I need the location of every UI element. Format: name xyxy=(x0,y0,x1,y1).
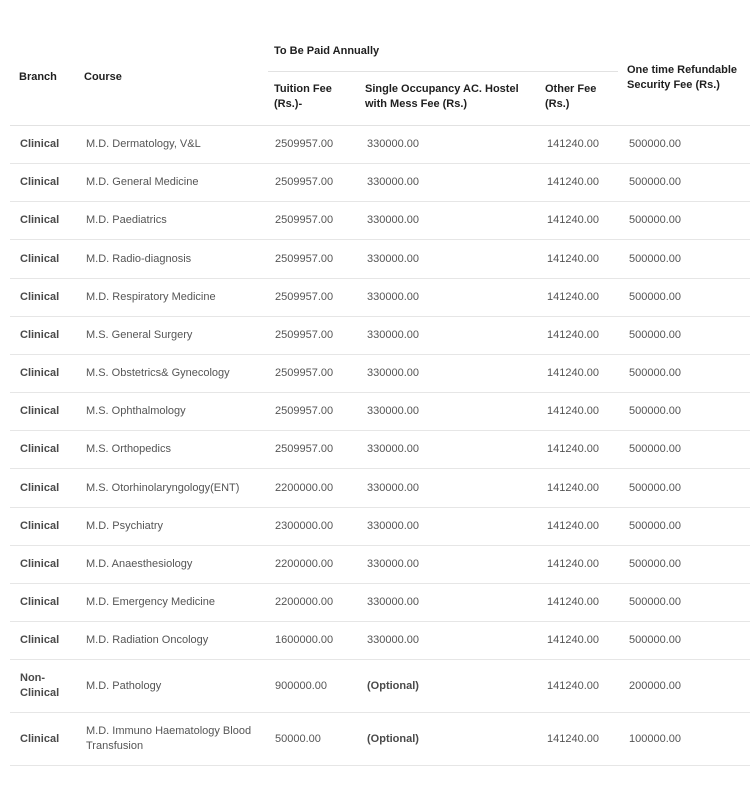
course-cell: M.D. Radiation Oncology xyxy=(86,634,209,646)
hostel-fee-cell: 330000.00 xyxy=(367,252,419,265)
table-row xyxy=(10,202,750,240)
table-row xyxy=(10,469,750,508)
security-fee-cell: 500000.00 xyxy=(629,138,681,150)
hostel-fee-cell: 330000.00 xyxy=(367,214,419,226)
hostel-fee-cell: 330000.00 xyxy=(367,176,419,188)
security-fee-cell: 200000.00 xyxy=(629,679,681,692)
table-row xyxy=(10,355,750,393)
other-fee-cell: 141240.00 xyxy=(547,596,599,608)
hostel-fee-cell: 330000.00 xyxy=(367,405,419,417)
branch-cell: Clinical xyxy=(20,367,60,379)
security-fee-cell: 500000.00 xyxy=(629,443,681,455)
branch-cell: Clinical xyxy=(20,252,60,265)
branch-cell: Clinical xyxy=(20,329,60,341)
other-fee-cell: 141240.00 xyxy=(547,481,599,494)
security-fee-cell: 100000.00 xyxy=(629,732,681,745)
table-row xyxy=(10,584,750,622)
branch-cell: Clinical xyxy=(20,405,60,417)
tuition-fee-cell: 2509957.00 xyxy=(275,252,334,265)
branch-cell: Clinical xyxy=(20,634,60,646)
header-hostel: Single Occupancy AC. Hostel with Mess Fee (Rs.) xyxy=(365,83,519,110)
course-cell: M.D. Paediatrics xyxy=(86,214,167,226)
hostel-fee-cell: 330000.00 xyxy=(367,634,419,646)
tuition-fee-cell: 2509957.00 xyxy=(275,138,334,150)
other-fee-cell: 141240.00 xyxy=(547,634,599,646)
hostel-fee-cell: (Optional) xyxy=(367,679,419,692)
tuition-fee-cell: 2509957.00 xyxy=(275,405,334,417)
table-row xyxy=(10,279,750,317)
tuition-fee-cell: 2300000.00 xyxy=(275,520,334,532)
header-course: Course xyxy=(84,71,122,83)
hostel-fee-cell: 330000.00 xyxy=(367,558,419,570)
other-fee-cell: 141240.00 xyxy=(547,443,599,455)
hostel-fee-cell: 330000.00 xyxy=(367,481,419,494)
hostel-fee-cell: (Optional) xyxy=(367,732,419,745)
branch-cell: Clinical xyxy=(20,138,60,150)
security-fee-cell: 500000.00 xyxy=(629,367,681,379)
security-fee-cell: 500000.00 xyxy=(629,176,681,188)
hostel-fee-cell: 330000.00 xyxy=(367,520,419,532)
security-fee-cell: 500000.00 xyxy=(629,558,681,570)
header-other: Other Fee (Rs.) xyxy=(545,83,597,110)
other-fee-cell: 141240.00 xyxy=(547,367,599,379)
tuition-fee-cell: 2509957.00 xyxy=(275,367,334,379)
tuition-fee-cell: 2509957.00 xyxy=(275,291,334,303)
branch-cell: Clinical xyxy=(20,481,60,494)
course-cell: M.S. Otorhinolaryngology(ENT) xyxy=(86,481,240,494)
branch-cell: Clinical xyxy=(20,291,60,303)
security-fee-cell: 500000.00 xyxy=(629,329,681,341)
course-cell: M.D. Dermatology, V&L xyxy=(86,138,201,150)
hostel-fee-cell: 330000.00 xyxy=(367,138,419,150)
header-tuition: Tuition Fee (Rs.)- xyxy=(274,83,332,110)
tuition-fee-cell: 2200000.00 xyxy=(275,558,334,570)
course-cell: M.D. Radio-diagnosis xyxy=(86,252,192,265)
course-cell: M.D. Respiratory Medicine xyxy=(86,291,216,303)
course-cell: M.D. Emergency Medicine xyxy=(86,596,215,608)
header-branch: Branch xyxy=(19,71,57,83)
other-fee-cell: 141240.00 xyxy=(547,138,599,150)
other-fee-cell: 141240.00 xyxy=(547,214,599,226)
tuition-fee-cell: 900000.00 xyxy=(275,679,327,692)
other-fee-cell: 141240.00 xyxy=(547,252,599,265)
hostel-fee-cell: 330000.00 xyxy=(367,291,419,303)
table-row xyxy=(10,126,750,164)
course-cell: M.S. Ophthalmology xyxy=(86,405,186,417)
branch-cell: Clinical xyxy=(20,520,60,532)
tuition-fee-cell: 2509957.00 xyxy=(275,214,334,226)
table-row xyxy=(10,546,750,584)
course-cell: M.D. General Medicine xyxy=(86,176,199,188)
course-cell: M.D. Anaesthesiology xyxy=(86,558,193,570)
branch-cell: Clinical xyxy=(20,596,60,608)
branch-cell: Clinical xyxy=(20,732,60,745)
header-security: One time Refundable Security Fee (Rs.) xyxy=(627,64,738,91)
security-fee-cell: 500000.00 xyxy=(629,214,681,226)
tuition-fee-cell: 2509957.00 xyxy=(275,176,334,188)
table-row xyxy=(10,660,750,713)
other-fee-cell: 141240.00 xyxy=(547,329,599,341)
other-fee-cell: 141240.00 xyxy=(547,176,599,188)
course-cell: M.S. Obstetrics& Gynecology xyxy=(86,367,230,379)
branch-cell: Clinical xyxy=(20,176,60,188)
branch-cell: Non-Clinical xyxy=(20,672,60,699)
branch-cell: Clinical xyxy=(20,558,60,570)
tuition-fee-cell: 2509957.00 xyxy=(275,329,334,341)
hostel-fee-cell: 330000.00 xyxy=(367,329,419,341)
hostel-fee-cell: 330000.00 xyxy=(367,367,419,379)
security-fee-cell: 500000.00 xyxy=(629,520,681,532)
tuition-fee-cell: 2509957.00 xyxy=(275,443,334,455)
course-cell: M.S. Orthopedics xyxy=(86,443,171,455)
security-fee-cell: 500000.00 xyxy=(629,634,681,646)
table-row xyxy=(10,317,750,355)
tuition-fee-cell: 1600000.00 xyxy=(275,634,334,646)
security-fee-cell: 500000.00 xyxy=(629,291,681,303)
table-row xyxy=(10,393,750,431)
course-cell: M.S. General Surgery xyxy=(86,329,193,341)
other-fee-cell: 141240.00 xyxy=(547,732,599,745)
other-fee-cell: 141240.00 xyxy=(547,520,599,532)
table-row xyxy=(10,713,750,766)
branch-cell: Clinical xyxy=(20,214,60,226)
table-row xyxy=(10,622,750,660)
tuition-fee-cell: 2200000.00 xyxy=(275,481,334,494)
hostel-fee-cell: 330000.00 xyxy=(367,443,419,455)
tuition-fee-cell: 50000.00 xyxy=(275,732,321,745)
other-fee-cell: 141240.00 xyxy=(547,558,599,570)
table-row xyxy=(10,164,750,202)
header-group-divider xyxy=(268,71,618,72)
security-fee-cell: 500000.00 xyxy=(629,405,681,417)
course-cell: M.D. Pathology xyxy=(86,679,162,692)
table-row xyxy=(10,431,750,469)
course-cell: M.D. Immuno Haematology Blood Transfusion xyxy=(86,725,252,752)
branch-cell: Clinical xyxy=(20,443,60,455)
table-row xyxy=(10,240,750,279)
course-cell: M.D. Psychiatry xyxy=(86,520,164,532)
hostel-fee-cell: 330000.00 xyxy=(367,596,419,608)
header-group-annual: To Be Paid Annually xyxy=(274,45,380,57)
tuition-fee-cell: 2200000.00 xyxy=(275,596,334,608)
other-fee-cell: 141240.00 xyxy=(547,291,599,303)
security-fee-cell: 500000.00 xyxy=(629,252,681,265)
other-fee-cell: 141240.00 xyxy=(547,405,599,417)
security-fee-cell: 500000.00 xyxy=(629,481,681,494)
security-fee-cell: 500000.00 xyxy=(629,596,681,608)
other-fee-cell: 141240.00 xyxy=(547,679,599,692)
table-row xyxy=(10,508,750,546)
